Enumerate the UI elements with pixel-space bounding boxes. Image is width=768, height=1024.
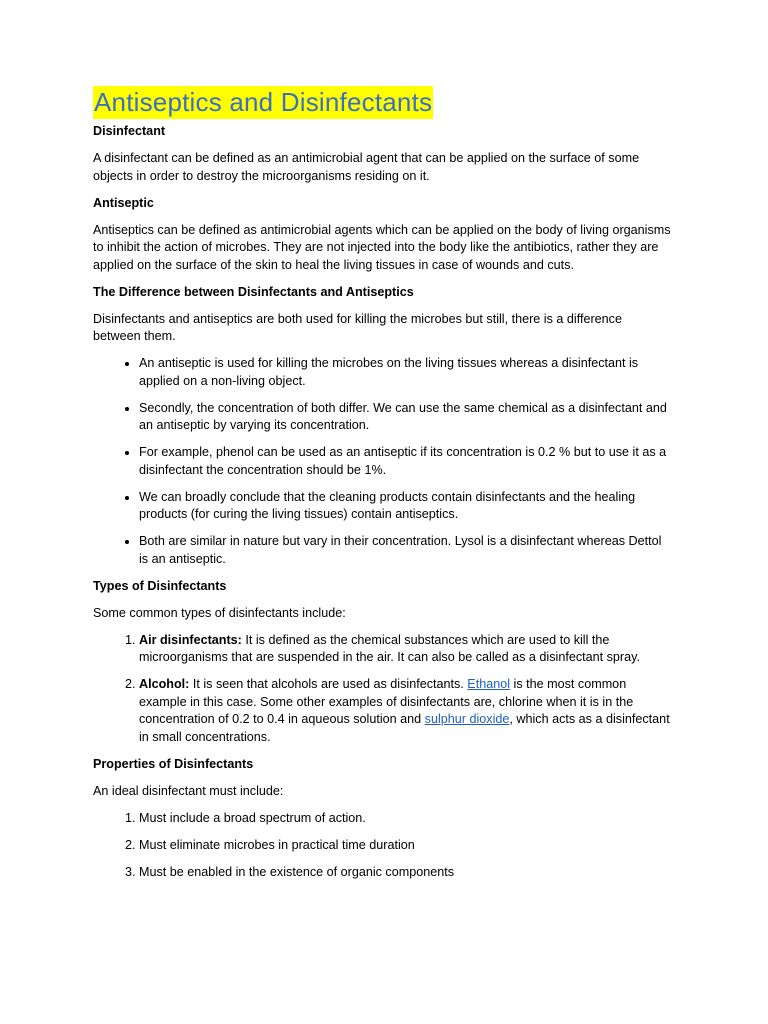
difference-intro: Disinfectants and antiseptics are both used for killing the microbes but still, there is a difference between them. [93,311,622,343]
ethanol-link[interactable]: Ethanol [467,677,511,691]
antiseptic-heading: Antiseptic [93,195,154,210]
types-intro: Some common types of disinfectants include: [93,605,346,620]
properties-intro: An ideal disinfectant must include: [93,783,284,798]
difference-bullet-list [93,355,672,568]
page-title: Antiseptics and Disinfectants [94,87,433,117]
list-item: • Secondly, the concentration of both differ. We can use the same chemical as a disinfectant and an antiseptic by varying its concentration. [139,400,672,435]
page-title-wrap [93,86,672,123]
disinfectant-heading: Disinfectant [93,124,166,138]
alcohol-text-b: is the most common example in this case. Some other examples of disinfectants are, chlorine when it is in the concentration of 0.2 to 0.4 in aqueous solution and [139,677,634,726]
antiseptic-paragraph: Antiseptics can be defined as antimicrobial agents which can be applied on the body of living organisms to inhibit the action of microbes. They are not injected into the body like the antibiotics, rather they are applied on the surface of the skin to heal the living tissues in case of wounds and cuts. [93,222,671,272]
types-heading: Types of Disinfectants [93,578,227,593]
sulphur-dioxide-link[interactable]: sulphur dioxide [424,712,510,726]
list-item-air-disinfectants [139,632,672,667]
list-item-alcohol [139,676,672,746]
alcohol-text-a: It is seen that alcohols are used as disinfectants. [189,677,468,691]
difference-heading: The Difference between Disinfectants and Antiseptics [93,284,414,299]
disinfectant-paragraph: A disinfectant can be defined as an antimicrobial agent that can be applied on the surface of some objects in order to destroy the microorganisms residing on it. [93,151,640,183]
list-item: • Both are similar in nature but vary in their concentration. Lysol is a disinfectant whereas Dettol is an antiseptic. [139,533,672,568]
list-item: • For example, phenol can be used as an antiseptic if its concentration is 0.2 % but to use it as a disinfectant the concentration should be 1%. [139,444,672,479]
list-item: • An antiseptic is used for killing the microbes on the living tissues whereas a disinfectant is applied on a non-living object. [139,355,672,390]
list-item: • We can broadly conclude that the cleaning products contain disinfectants and the healing products (for curing the living tissues) contain antiseptics. [139,489,672,524]
air-disinfectants-label: Air disinfectants: [139,632,242,647]
properties-heading: Properties of Disinfectants [93,756,254,771]
list-item: 2. Must eliminate microbes in practical time duration [139,837,672,855]
properties-numbered-list [93,810,672,882]
list-item: 3. Must be enabled in the existence of organic components [139,864,672,882]
air-disinfectants-text: It is defined as the chemical substances which are used to kill the microorganisms that are suspended in the air. It can also be called as a disinfectant spray. [139,632,640,664]
list-item: 1. Must include a broad spectrum of action. [139,810,672,828]
types-numbered-list [93,632,672,747]
alcohol-text-c: , which acts as a disinfectant in small concentrations. [139,712,670,744]
alcohol-label: Alcohol: [139,677,190,691]
